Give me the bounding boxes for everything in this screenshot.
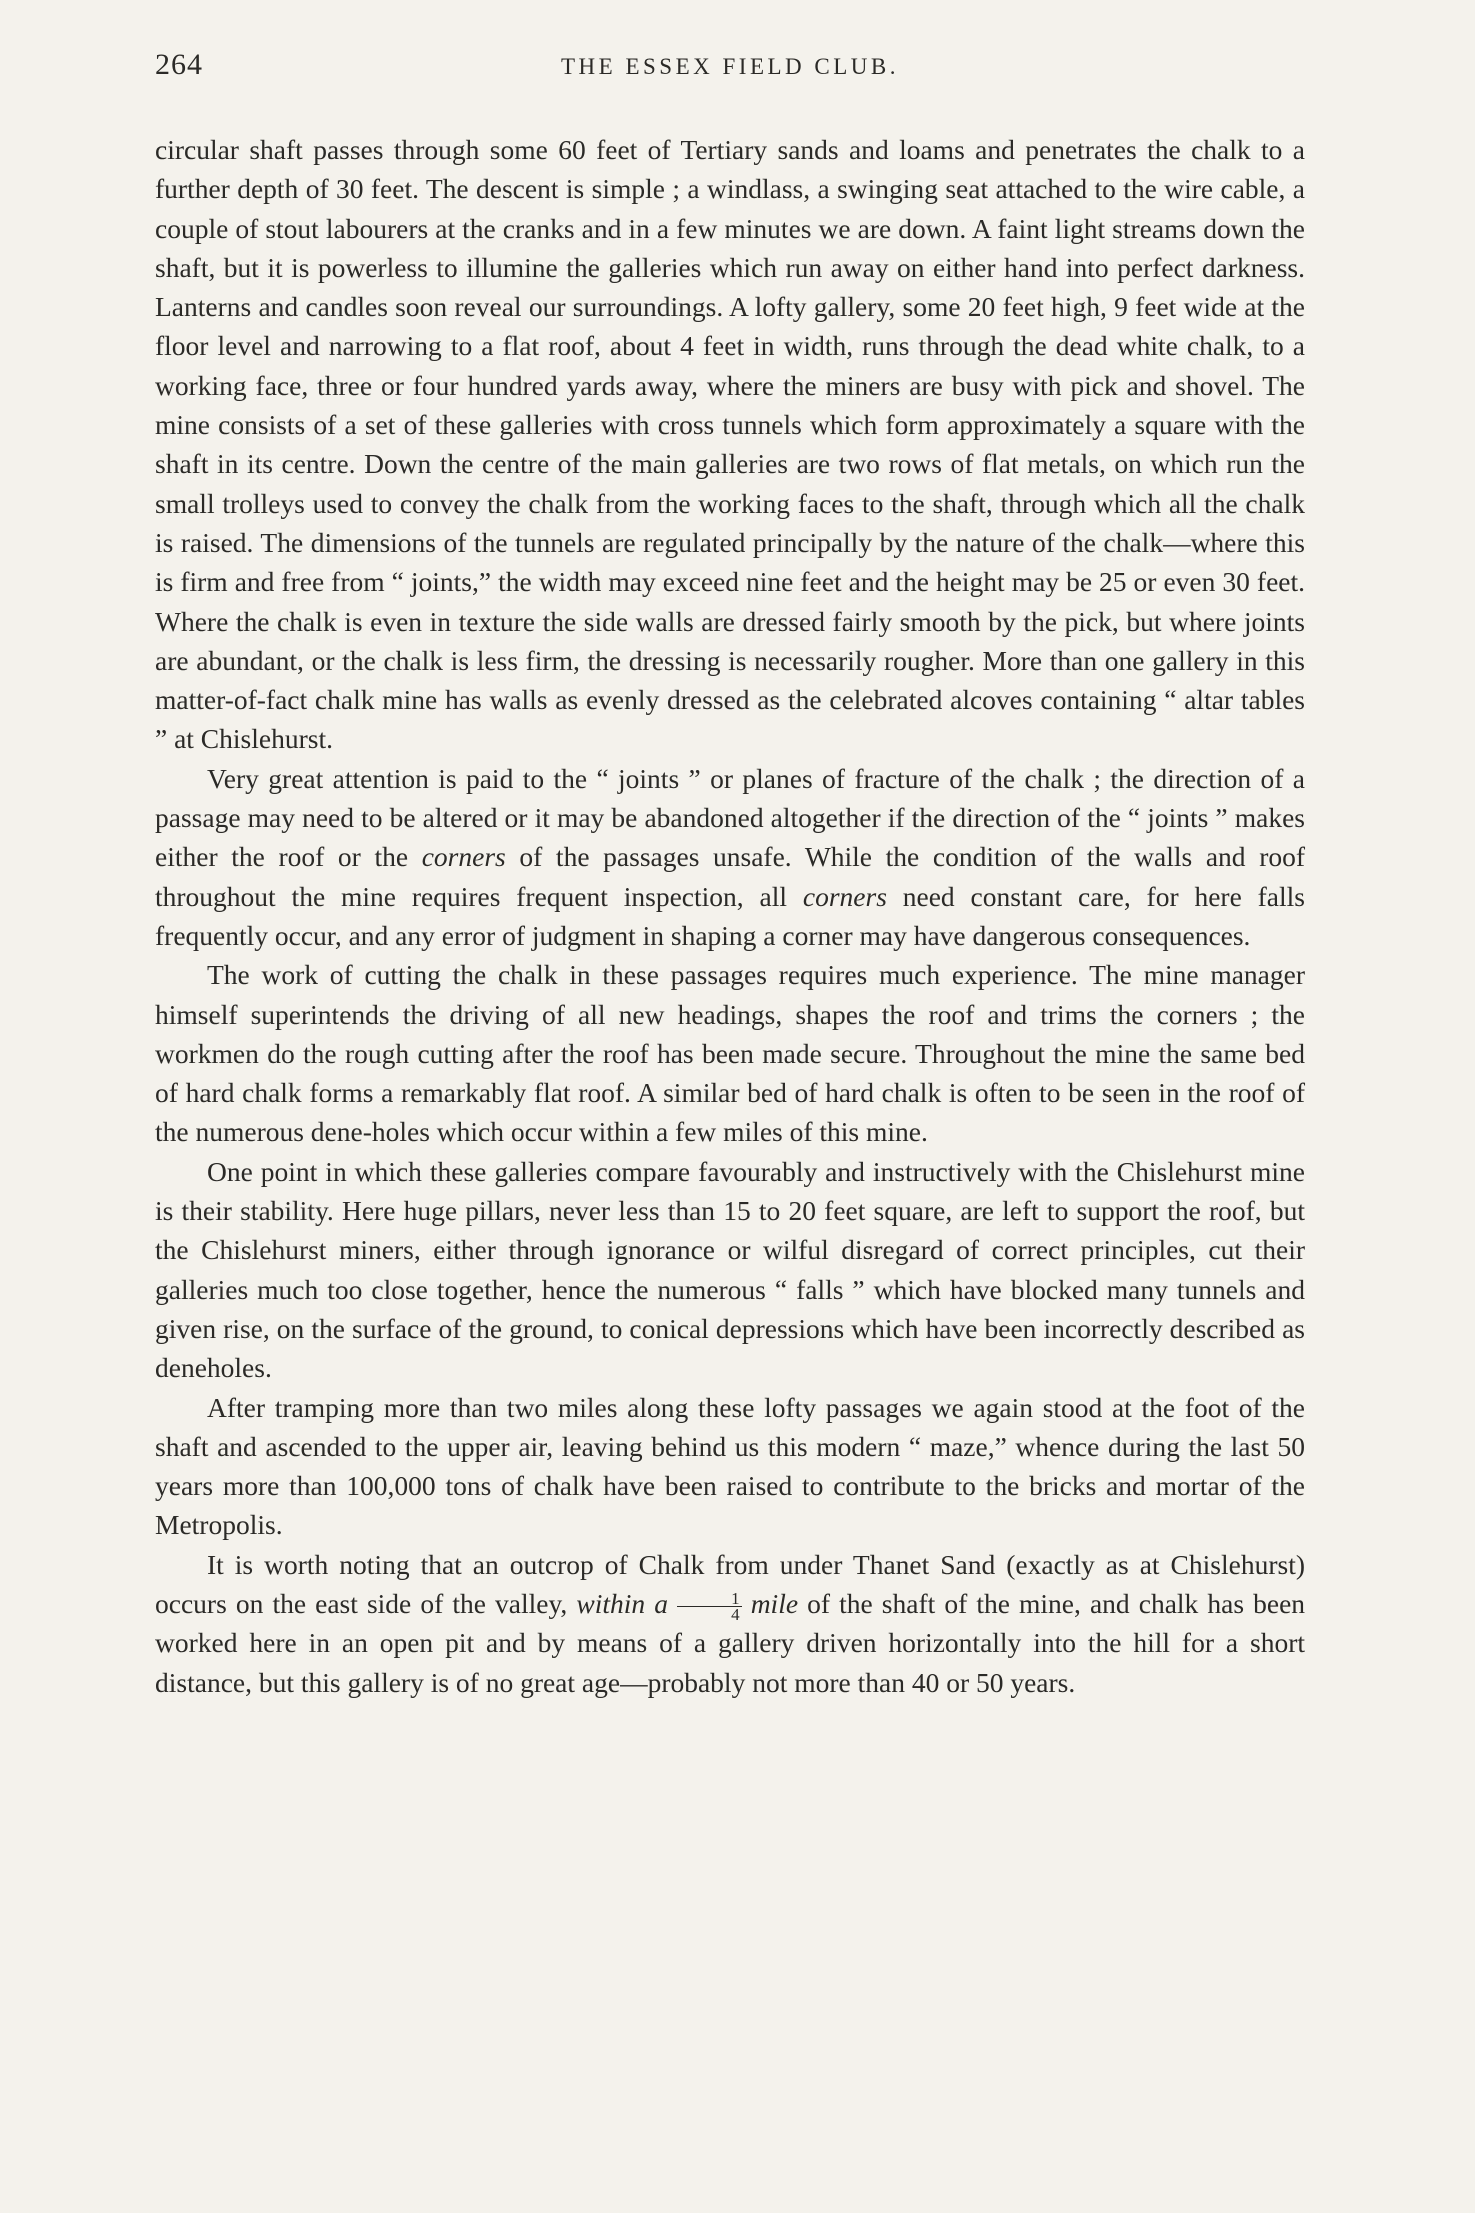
paragraph-6-part-1: It is worth noting that an outcrop of Chalk from under Thanet Sand (exactly as at Chislehurst) occurs on the east side of the valley,	[155, 1548, 1305, 1619]
paragraph-2-part-3: need constant care, for here falls frequently occur, and any error of judgment in shaping a corner may have dangerous consequences.	[155, 880, 1305, 951]
document-page	[155, 48, 1305, 1702]
fraction-numerator: 1	[677, 1591, 742, 1607]
body-text	[155, 130, 1305, 1702]
paragraph-3: The work of cutting the chalk in these passages requires much experience. The mine manager himself superintends the driving of all new headings, shapes the roof and trims the corners ; the workmen do the rough cutting after the roof has been made secure. Throughout the mine the same bed of hard chalk forms a remarkably flat roof. A similar bed of hard chalk is often to be seen in the roof of the numerous dene-holes which occur within a few miles of this mine.	[155, 959, 1305, 1148]
italic-corners-1: corners	[421, 841, 506, 873]
page-number: 264	[155, 48, 203, 81]
paragraph-4: One point in which these galleries compare favourably and instructively with the Chislehurst mine is their stability. Here huge pillars, never less than 15 to 20 feet square, are left to support the roof, but the Chislehurst miners, either through ignorance or wilful disregard of correct principles, cut their galleries much too close together, hence the numerous “ falls ” which have blocked many tunnels and given rise, on the surface of the ground, to conical depressions which have been incorrectly described as deneholes.	[155, 1155, 1305, 1384]
italic-mile: mile	[750, 1587, 799, 1619]
paragraph-6	[155, 1545, 1305, 1702]
paragraph-2-part-2: of the passages unsafe. While the condition of the walls and roof throughout the mine requires frequent inspection, all	[155, 841, 1306, 912]
paragraph-2	[155, 759, 1305, 955]
paragraph-6-part-2: of the shaft of the mine, and chalk has been worked here in an open pit and by means of a gallery driven horizontally into the hill for a short distance, but this gallery is of no great age—probably not more than 40 or 50 years.	[155, 1587, 1306, 1698]
paragraph-1: circular shaft passes through some 60 feet of Tertiary sands and loams and penetrates the chalk to a further depth of 30 feet. The descent is simple ; a windlass, a swinging seat attached to the wire cable, a couple of stout labourers at the cranks and in a few minutes we are down. A faint light streams down the shaft, but it is powerless to illumine the galleries which run away on either hand into perfect darkness. Lanterns and candles soon reveal our surroundings. A lofty gallery, some 20 feet high, 9 feet wide at the floor level and narrowing to a flat roof, about 4 feet in width, runs through the dead white chalk, to a working face, three or four hundred yards away, where the miners are busy with pick and shovel. The mine consists of a set of these galleries with cross tunnels which form approximately a square with the shaft in its centre. Down the centre of the main galleries are two rows of flat metals, on which run the small trolleys used to convey the chalk from the working faces to the shaft, through which all the chalk is raised. The dimensions of the tunnels are regulated principally by the nature of the chalk—where this is firm and free from “ joints,” the width may exceed nine feet and the height may be 25 or even 30 feet. Where the chalk is even in texture the side walls are dressed fairly smooth by the pick, but where joints are abundant, or the chalk is less firm, the dressing is necessarily rougher. More than one gallery in this matter-of-fact chalk mine has walls as evenly dressed as the celebrated alcoves containing “ altar tables ” at Chislehurst.	[155, 134, 1305, 755]
fraction-denominator: 4	[731, 1605, 740, 1625]
fraction-quarter	[677, 1589, 742, 1625]
italic-corners-2: corners	[802, 880, 887, 912]
paragraph-2-part-1: Very great attention is paid to the “ joints ” or planes of fracture of the chalk ; the direction of a passage may need to be altered or it may be abandoned altogether if the direction of the “ joints ” makes either the roof or the	[155, 762, 1305, 873]
page-header	[155, 48, 1305, 88]
italic-within-a: within a	[576, 1587, 668, 1619]
paragraph-5: After tramping more than two miles along these lofty passages we again stood at the foot of the shaft and ascended to the upper air, leaving behind us this modern “ maze,” whence during the last 50 years more than 100,000 tons of chalk have been raised to contribute to the bricks and mortar of the Metropolis.	[155, 1391, 1305, 1541]
running-head: THE ESSEX FIELD CLUB.	[561, 54, 899, 79]
